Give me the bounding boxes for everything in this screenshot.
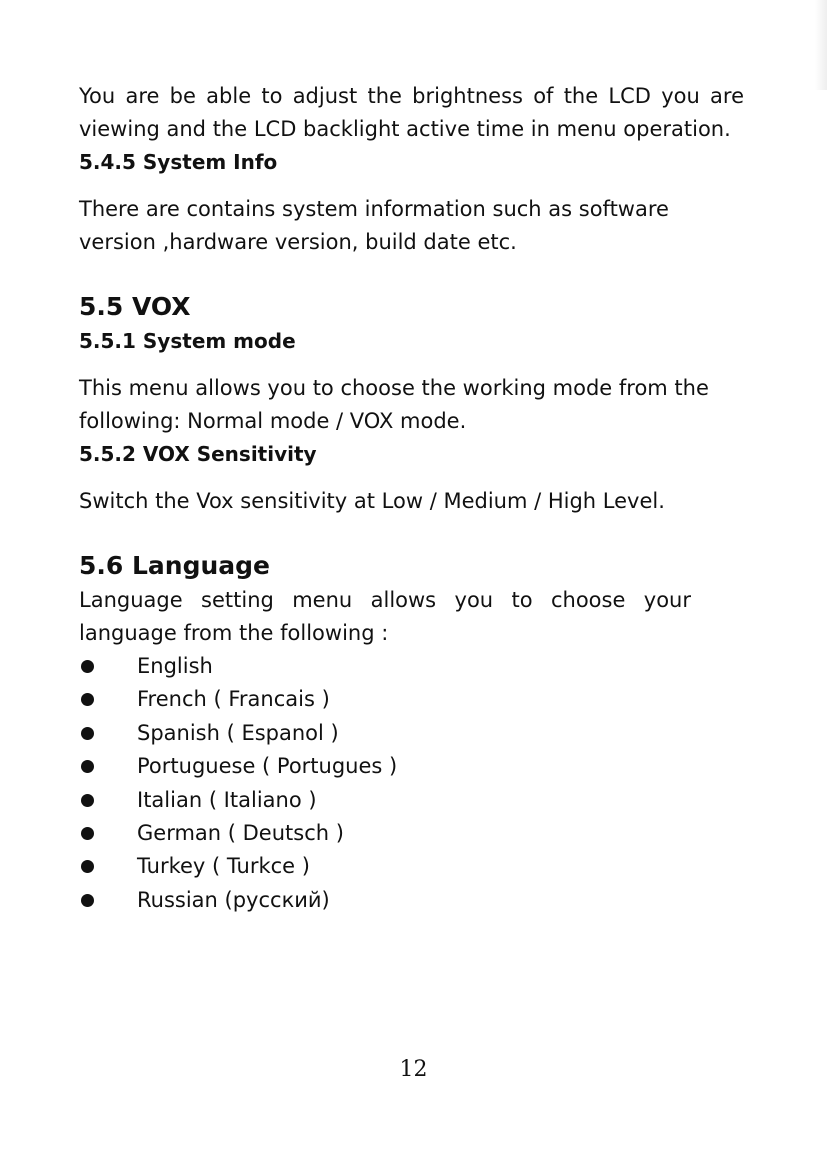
- spacer: [79, 358, 744, 372]
- bullet-icon: [81, 860, 94, 873]
- language-name: Portuguese ( Portugues ): [137, 754, 398, 779]
- bullet-icon: [81, 794, 94, 807]
- language-name: Italian ( Italiano ): [137, 787, 317, 812]
- bullet-icon: [81, 660, 94, 673]
- language-name: English: [137, 654, 213, 678]
- list-item: [79, 784, 744, 817]
- bullet-icon: [81, 727, 94, 740]
- spacer: [79, 518, 744, 548]
- language-name: French ( Francais ): [137, 687, 330, 712]
- heading-system-mode: 5.5.1 System mode: [79, 329, 296, 353]
- language-name: Turkey ( Turkce ): [137, 854, 310, 879]
- spacer: [79, 471, 744, 485]
- system-info-paragraph: There are contains system information such as software version ,hardware version, build date etc.: [79, 197, 669, 254]
- list-item: [79, 817, 744, 850]
- language-list: [79, 650, 744, 917]
- heading-vox: 5.5 VOX: [79, 292, 191, 321]
- document-page: [79, 80, 744, 917]
- list-item: [79, 850, 744, 883]
- bullet-icon: [81, 693, 94, 706]
- vox-sensitivity-paragraph: Switch the Vox sensitivity at Low / Medium / High Level.: [79, 489, 665, 513]
- spacer: [79, 259, 744, 289]
- language-name: German ( Deutsch ): [137, 821, 344, 846]
- list-item: [79, 717, 744, 750]
- heading-vox-sensitivity: 5.5.2 VOX Sensitivity: [79, 442, 317, 466]
- bullet-icon: [81, 894, 94, 907]
- list-item: [79, 750, 744, 783]
- heading-language: 5.6 Language: [79, 551, 271, 580]
- bullet-icon: [81, 760, 94, 773]
- list-item: [79, 683, 744, 716]
- language-paragraph: Language setting menu allows you to choose your language from the following :: [79, 588, 691, 645]
- brightness-paragraph: You are be able to adjust the brightness of the LCD you are viewing and the LCD backlight active time in menu operation.: [79, 84, 744, 141]
- list-item: [79, 650, 744, 683]
- page-edge-shadow: [815, 0, 827, 90]
- list-item: [79, 884, 744, 917]
- language-name: Russian (русский): [137, 887, 330, 912]
- heading-system-info: 5.4.5 System Info: [79, 150, 278, 174]
- page-number: 12: [399, 1057, 428, 1082]
- system-mode-paragraph: This menu allows you to choose the working mode from the following: Normal mode / VOX mode.: [79, 376, 709, 433]
- bullet-icon: [81, 827, 94, 840]
- spacer: [79, 179, 744, 193]
- language-name: Spanish ( Espanol ): [137, 720, 339, 745]
